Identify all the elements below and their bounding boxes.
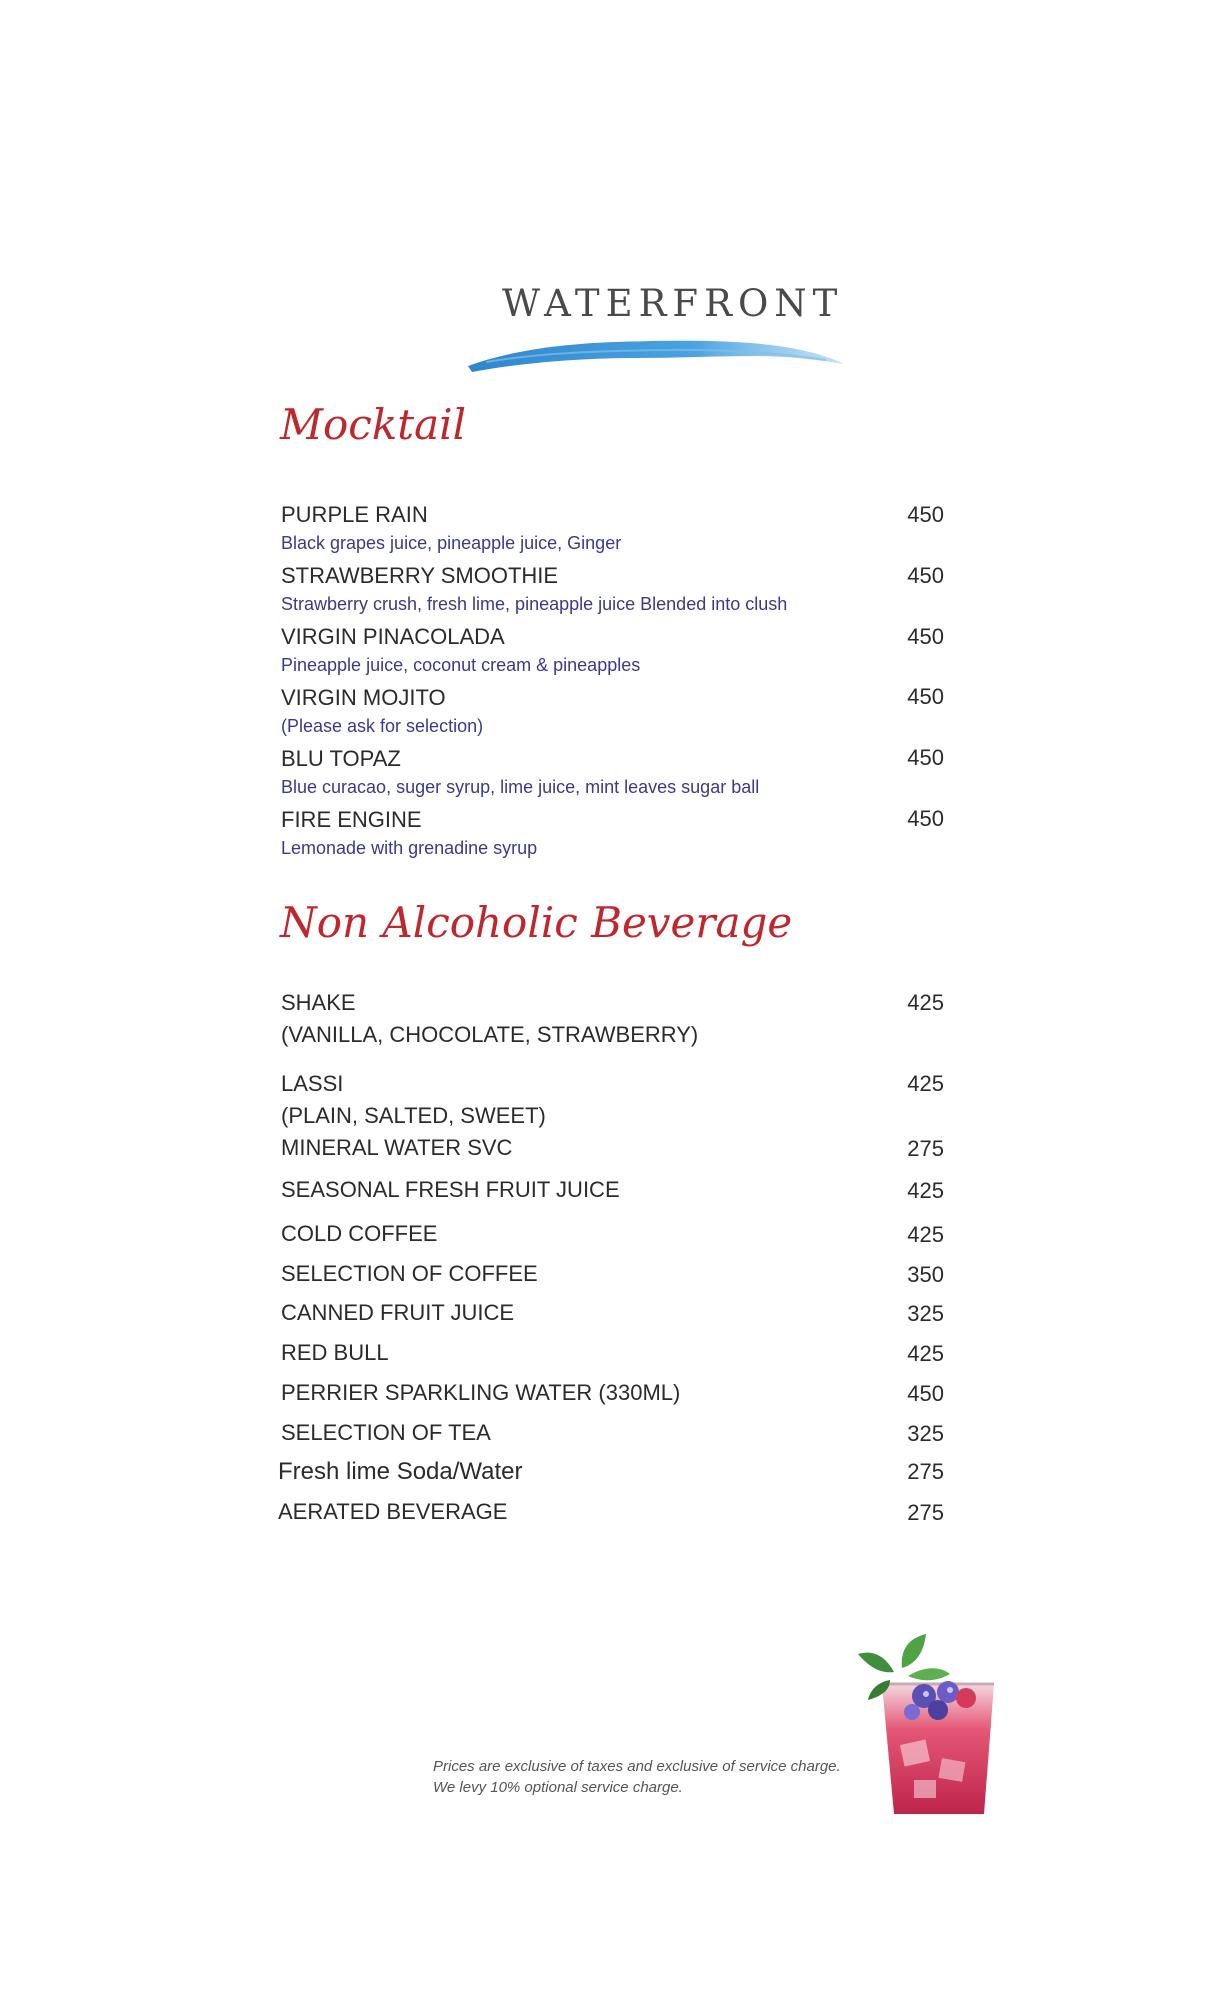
item-name: Fresh lime Soda/Water bbox=[278, 1458, 523, 1485]
item-name: PERRIER SPARKLING WATER (330ML) bbox=[281, 1380, 681, 1405]
item-price: 450 bbox=[907, 563, 944, 588]
brand-name: WATERFRONT bbox=[502, 282, 844, 325]
item-name: COLD COFFEE bbox=[281, 1221, 438, 1246]
item-name: SEASONAL FRESH FRUIT JUICE bbox=[281, 1177, 620, 1202]
item-price: 325 bbox=[907, 1421, 944, 1446]
item-price: 450 bbox=[907, 806, 944, 831]
footer-note bbox=[433, 1756, 841, 1798]
item-price: 450 bbox=[907, 684, 944, 709]
item-price: 350 bbox=[907, 1262, 944, 1287]
item-name: FIRE ENGINE bbox=[281, 807, 422, 832]
item-price: 325 bbox=[907, 1301, 944, 1326]
item-description: Black grapes juice, pineapple juice, Ginger bbox=[281, 533, 622, 553]
item-description: Strawberry crush, fresh lime, pineapple juice Blended into clush bbox=[281, 594, 788, 614]
item-price: 275 bbox=[907, 1500, 944, 1525]
footer-line-1: Prices are exclusive of taxes and exclusive of service charge. bbox=[433, 1758, 841, 1775]
item-price: 425 bbox=[907, 990, 944, 1015]
item-price: 425 bbox=[907, 1071, 944, 1096]
item-name: SELECTION OF COFFEE bbox=[281, 1261, 538, 1286]
item-name: PURPLE RAIN bbox=[281, 502, 428, 527]
item-description: (Please ask for selection) bbox=[281, 716, 484, 736]
item-name: LASSI bbox=[281, 1071, 344, 1096]
item-name: STRAWBERRY SMOOTHIE bbox=[281, 563, 559, 588]
item-description: Blue curacao, suger syrup, lime juice, mint leaves sugar ball bbox=[281, 777, 760, 797]
item-description: Pineapple juice, coconut cream & pineapples bbox=[281, 655, 641, 675]
item-price: 450 bbox=[907, 1381, 944, 1406]
item-name: VIRGIN PINACOLADA bbox=[281, 624, 505, 649]
brush-stroke-icon bbox=[466, 322, 846, 378]
berry-mocktail-glass-icon bbox=[854, 1632, 1004, 1822]
item-options: (PLAIN, SALTED, SWEET) bbox=[281, 1103, 546, 1128]
item-name: MINERAL WATER SVC bbox=[281, 1135, 513, 1160]
item-name: AERATED BEVERAGE bbox=[278, 1499, 508, 1524]
section-title-non-alcoholic: Non Alcoholic Beverage bbox=[280, 898, 793, 947]
item-price: 275 bbox=[907, 1459, 944, 1484]
item-name: CANNED FRUIT JUICE bbox=[281, 1300, 515, 1325]
item-price: 425 bbox=[907, 1341, 944, 1366]
item-name: BLU TOPAZ bbox=[281, 746, 401, 771]
item-price: 425 bbox=[907, 1178, 944, 1203]
item-description: Lemonade with grenadine syrup bbox=[281, 838, 538, 858]
section-title-mocktail: Mocktail bbox=[280, 400, 467, 449]
item-price: 450 bbox=[907, 502, 944, 527]
item-name: VIRGIN MOJITO bbox=[281, 685, 446, 710]
footer-line-2: We levy 10% optional service charge. bbox=[433, 1779, 683, 1796]
item-price: 450 bbox=[907, 624, 944, 649]
item-price: 450 bbox=[907, 745, 944, 770]
item-name: SELECTION OF TEA bbox=[281, 1420, 491, 1445]
item-price: 425 bbox=[907, 1222, 944, 1247]
item-options: (VANILLA, CHOCOLATE, STRAWBERRY) bbox=[281, 1022, 699, 1047]
waterfront-logo bbox=[466, 282, 846, 378]
item-name: SHAKE bbox=[281, 990, 356, 1015]
item-name: RED BULL bbox=[281, 1340, 389, 1365]
item-price: 275 bbox=[907, 1136, 944, 1161]
